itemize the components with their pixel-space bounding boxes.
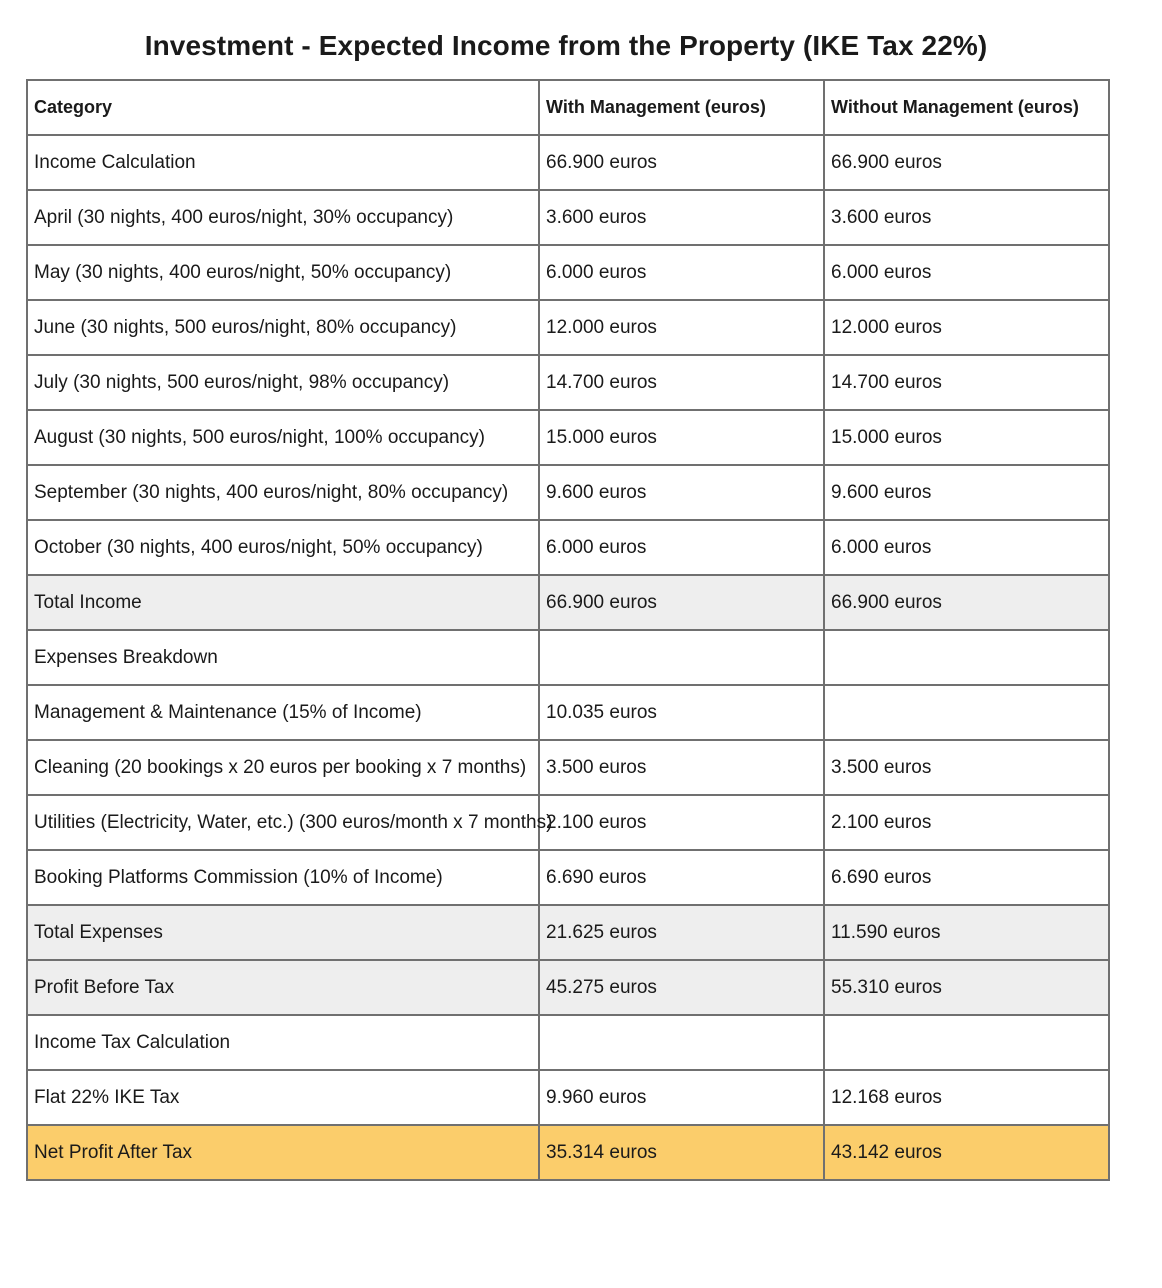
with-management-cell[interactable]: 3.500 euros xyxy=(539,740,824,795)
table-row xyxy=(27,905,1109,960)
without-management-cell[interactable]: 6.000 euros xyxy=(824,520,1109,575)
category-cell[interactable]: Expenses Breakdown xyxy=(27,630,539,685)
with-management-cell[interactable]: 6.000 euros xyxy=(539,520,824,575)
without-management-cell[interactable]: 11.590 euros xyxy=(824,905,1109,960)
table-row xyxy=(27,630,1109,685)
without-management-cell[interactable]: 66.900 euros xyxy=(824,135,1109,190)
table-row xyxy=(27,1125,1109,1180)
category-cell[interactable]: August (30 nights, 500 euros/night, 100% occupancy) xyxy=(27,410,539,465)
without-management-cell[interactable]: 6.690 euros xyxy=(824,850,1109,905)
page-title: Investment - Expected Income from the Property (IKE Tax 22%) xyxy=(144,30,988,61)
with-management-cell[interactable]: 6.690 euros xyxy=(539,850,824,905)
category-cell[interactable]: Income Calculation xyxy=(27,135,539,190)
category-cell[interactable]: Income Tax Calculation xyxy=(27,1015,539,1070)
without-management-cell[interactable]: 9.600 euros xyxy=(824,465,1109,520)
table-row xyxy=(27,410,1109,465)
table-row xyxy=(27,575,1109,630)
with-management-cell[interactable] xyxy=(539,1015,824,1070)
with-management-cell[interactable]: 45.275 euros xyxy=(539,960,824,1015)
with-management-cell[interactable]: 3.600 euros xyxy=(539,190,824,245)
table-row xyxy=(27,520,1109,575)
category-cell[interactable]: June (30 nights, 500 euros/night, 80% occupancy) xyxy=(27,300,539,355)
table-row xyxy=(27,740,1109,795)
with-management-cell[interactable]: 9.600 euros xyxy=(539,465,824,520)
with-management-cell[interactable]: 2.100 euros xyxy=(539,795,824,850)
without-management-cell[interactable]: 15.000 euros xyxy=(824,410,1109,465)
category-cell[interactable]: Profit Before Tax xyxy=(27,960,539,1015)
header-row xyxy=(27,80,1109,135)
category-cell[interactable]: Cleaning (20 bookings x 20 euros per booking x 7 months) xyxy=(27,740,539,795)
with-management-cell[interactable]: 14.700 euros xyxy=(539,355,824,410)
table-row xyxy=(27,850,1109,905)
table-row xyxy=(27,190,1109,245)
with-management-cell[interactable]: 15.000 euros xyxy=(539,410,824,465)
without-management-cell[interactable] xyxy=(824,630,1109,685)
table-row xyxy=(27,685,1109,740)
with-management-cell[interactable]: 66.900 euros xyxy=(539,135,824,190)
table-row xyxy=(27,795,1109,850)
without-management-cell[interactable] xyxy=(824,685,1109,740)
category-cell[interactable]: Net Profit After Tax xyxy=(27,1125,539,1180)
category-cell[interactable]: May (30 nights, 400 euros/night, 50% occupancy) xyxy=(27,245,539,300)
category-cell[interactable]: Utilities (Electricity, Water, etc.) (300 euros/month x 7 months) xyxy=(27,795,539,850)
with-management-cell[interactable]: 6.000 euros xyxy=(539,245,824,300)
without-management-cell[interactable]: 2.100 euros xyxy=(824,795,1109,850)
category-cell[interactable]: Booking Platforms Commission (10% of Income) xyxy=(27,850,539,905)
category-cell[interactable]: Total Income xyxy=(27,575,539,630)
without-management-cell[interactable]: 43.142 euros xyxy=(824,1125,1109,1180)
header-category[interactable]: Category xyxy=(27,80,539,135)
without-management-cell[interactable]: 14.700 euros xyxy=(824,355,1109,410)
table-row xyxy=(27,1015,1109,1070)
category-cell[interactable]: April (30 nights, 400 euros/night, 30% occupancy) xyxy=(27,190,539,245)
header-with-management[interactable]: With Management (euros) xyxy=(539,80,824,135)
with-management-cell[interactable]: 10.035 euros xyxy=(539,685,824,740)
with-management-cell[interactable]: 9.960 euros xyxy=(539,1070,824,1125)
with-management-cell[interactable] xyxy=(539,630,824,685)
without-management-cell[interactable]: 3.600 euros xyxy=(824,190,1109,245)
table-row xyxy=(27,960,1109,1015)
table-row xyxy=(27,355,1109,410)
without-management-cell[interactable]: 3.500 euros xyxy=(824,740,1109,795)
table-row xyxy=(27,1070,1109,1125)
category-cell[interactable]: July (30 nights, 500 euros/night, 98% occupancy) xyxy=(27,355,539,410)
table-body xyxy=(27,80,1109,1180)
with-management-cell[interactable]: 35.314 euros xyxy=(539,1125,824,1180)
category-cell[interactable]: Management & Maintenance (15% of Income) xyxy=(27,685,539,740)
header-without-management[interactable]: Without Management (euros) xyxy=(824,80,1109,135)
table-row xyxy=(27,300,1109,355)
without-management-cell[interactable]: 12.000 euros xyxy=(824,300,1109,355)
with-management-cell[interactable]: 21.625 euros xyxy=(539,905,824,960)
without-management-cell[interactable]: 6.000 euros xyxy=(824,245,1109,300)
with-management-cell[interactable]: 66.900 euros xyxy=(539,575,824,630)
category-cell[interactable]: September (30 nights, 400 euros/night, 80% occupancy) xyxy=(27,465,539,520)
category-cell[interactable]: Total Expenses xyxy=(27,905,539,960)
income-table xyxy=(26,79,1110,1181)
table-row xyxy=(27,245,1109,300)
table-row xyxy=(27,465,1109,520)
category-cell[interactable]: Flat 22% IKE Tax xyxy=(27,1070,539,1125)
with-management-cell[interactable]: 12.000 euros xyxy=(539,300,824,355)
without-management-cell[interactable]: 66.900 euros xyxy=(824,575,1109,630)
category-cell[interactable]: October (30 nights, 400 euros/night, 50% occupancy) xyxy=(27,520,539,575)
without-management-cell[interactable]: 55.310 euros xyxy=(824,960,1109,1015)
without-management-cell[interactable] xyxy=(824,1015,1109,1070)
without-management-cell[interactable]: 12.168 euros xyxy=(824,1070,1109,1125)
table-row xyxy=(27,135,1109,190)
